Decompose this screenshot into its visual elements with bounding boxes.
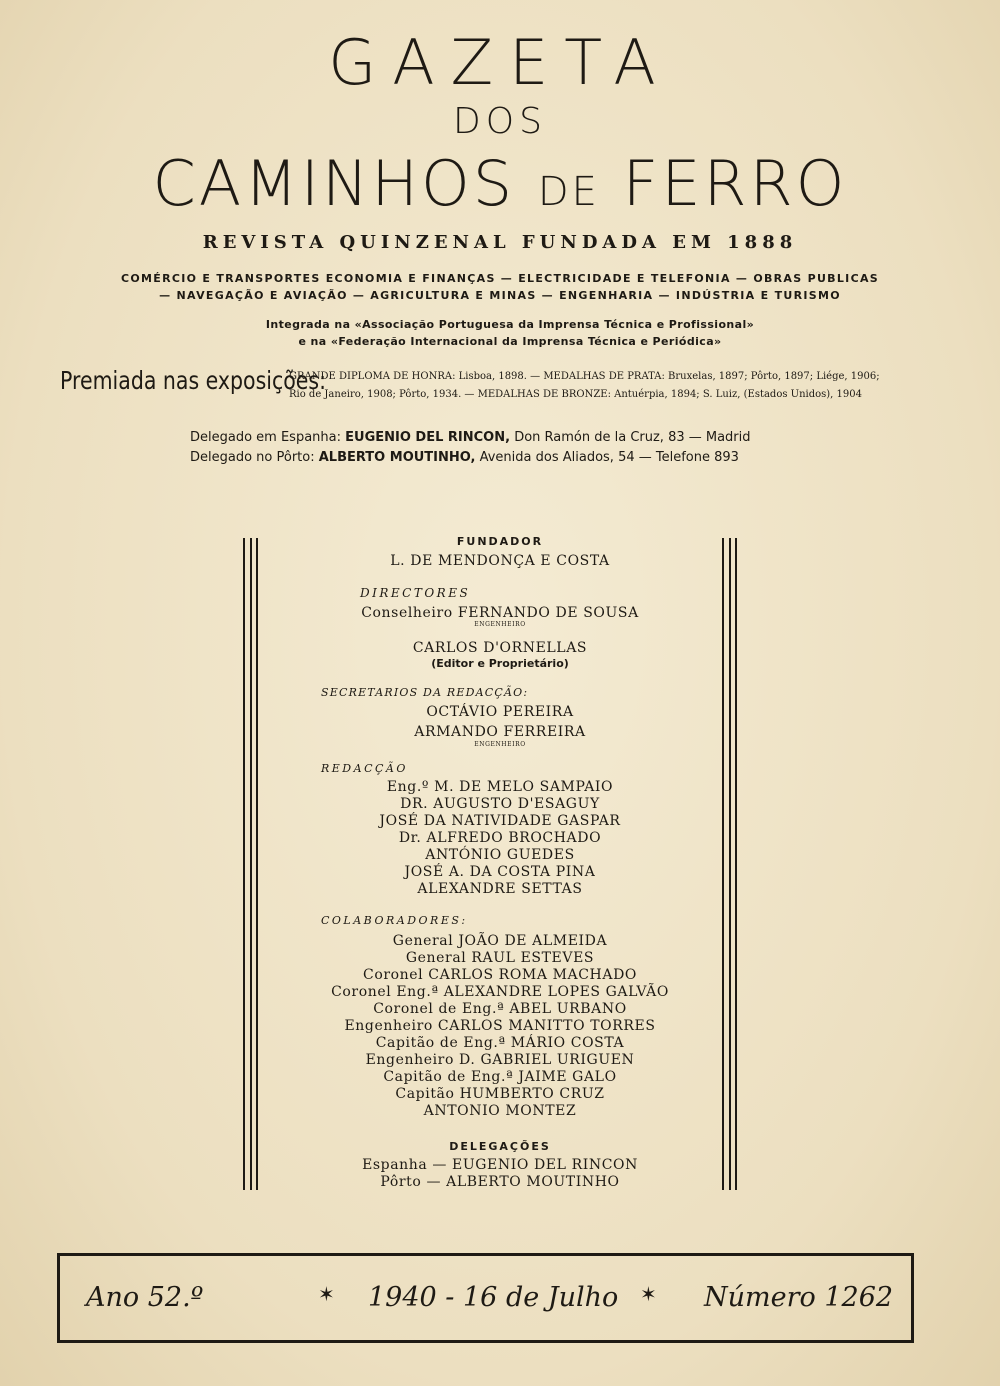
delegado-label: Delegado no Pôrto: xyxy=(190,450,315,465)
delegado-name: ALBERTO MOUTINHO, xyxy=(318,450,476,465)
masthead-title-caminhos-de-ferro xyxy=(0,148,1000,228)
list-item: Coronel Eng.ª ALEXANDRE LOPES GALVÃO xyxy=(331,984,669,1000)
topics xyxy=(110,270,890,304)
masthead-de: DE xyxy=(537,169,600,215)
list-item: Capitão HUMBERTO CRUZ xyxy=(395,1086,605,1102)
star-icon: ✶ xyxy=(640,1282,657,1306)
premiada-awards xyxy=(289,368,929,404)
list-item: General JOÃO DE ALMEIDA xyxy=(392,933,608,949)
list-item: Espanha — EUGENIO DEL RINCON xyxy=(362,1157,638,1173)
director-note: (Editor e Proprietário) xyxy=(431,657,569,670)
premiada-line: GRANDE DIPLOMA DE HONRA: Lisboa, 1898. — MEDALHAS DE PRATA: Bruxelas, 1897; Pôrto, 1897; Liége, 1906; xyxy=(289,371,880,382)
delegado-row xyxy=(190,448,751,468)
secretario-name: ARMANDO FERREIRA xyxy=(414,724,586,740)
issue-year: Ano 52.º xyxy=(86,1282,204,1313)
delegacoes-header: DELEGAÇÕES xyxy=(449,1140,551,1153)
list-item: DR. AUGUSTO D'ESAGUY xyxy=(400,796,600,812)
secretario-note: ENGENHEIRO xyxy=(474,741,526,748)
delegado-name: EUGENIO DEL RINCON, xyxy=(345,430,511,445)
integrada-note xyxy=(150,316,870,350)
list-item: JOSÉ A. DA COSTA PINA xyxy=(404,864,596,880)
delegados xyxy=(190,428,751,468)
issue-info-box xyxy=(57,1253,914,1343)
director-name: CARLOS D'ORNELLAS xyxy=(412,640,588,656)
premiada-line: Rio de Janeiro, 1908; Pôrto, 1934. — MEDALHAS DE BRONZE: Antuérpia, 1894; S. Luiz, (Estados Unidos), 1904 xyxy=(289,389,862,400)
list-item: Dr. ALFREDO BROCHADO xyxy=(398,830,602,846)
premiada-label: Premiada nas exposições: xyxy=(60,366,327,395)
list-item: Engenheiro CARLOS MANITTO TORRES xyxy=(344,1018,656,1034)
delegado-address: Avenida dos Aliados, 54 — Telefone 893 xyxy=(479,450,739,465)
divider-line xyxy=(256,538,258,1190)
integrada-line: e na «Federação Internacional da Imprensa Técnica e Periódica» xyxy=(298,335,722,348)
delegado-label: Delegado em Espanha: xyxy=(190,430,341,445)
list-item: Capitão de Eng.ª MÁRIO COSTA xyxy=(375,1035,625,1051)
list-item: ANTÓNIO GUEDES xyxy=(425,847,575,863)
director-note: ENGENHEIRO xyxy=(474,621,526,628)
masthead-ferro: FERRO xyxy=(622,147,848,220)
list-item: Capitão de Eng.ª JAIME GALO xyxy=(383,1069,617,1085)
issue-number: Número 1262 xyxy=(704,1282,894,1313)
delegado-row xyxy=(190,428,751,448)
fundador-name: L. DE MENDONÇA E COSTA xyxy=(390,553,610,569)
colaboradores-list xyxy=(260,933,740,1120)
list-item: Coronel CARLOS ROMA MACHADO xyxy=(363,967,637,983)
masthead-title-dos: DOS xyxy=(453,101,547,142)
topics-line: COMÉRCIO E TRANSPORTES ECONOMIA E FINANÇAS — ELECTRICIDADE E TELEFONIA — OBRAS PUBLICAS xyxy=(121,272,879,285)
list-item: General RAUL ESTEVES xyxy=(405,950,595,966)
secretario-name: OCTÁVIO PEREIRA xyxy=(426,704,574,720)
list-item: Pôrto — ALBERTO MOUTINHO xyxy=(380,1174,620,1190)
topics-line: — NAVEGAÇÃO E AVIAÇÃO — AGRICULTURA E MINAS — ENGENHARIA — INDÚSTRIA E TURISMO xyxy=(159,289,841,302)
issue-date: 1940 - 16 de Julho xyxy=(368,1282,619,1313)
list-item: Engenheiro D. GABRIEL URIGUEN xyxy=(365,1052,635,1068)
delegacoes-list xyxy=(260,1157,740,1191)
secretarios-header: SECRETARIOS DA REDACÇÃO: xyxy=(321,686,529,699)
delegado-address: Don Ramón de la Cruz, 83 — Madrid xyxy=(514,430,751,445)
list-item: ALEXANDRE SETTAS xyxy=(417,881,583,897)
list-item: JOSÉ DA NATIVIDADE GASPAR xyxy=(379,813,621,829)
masthead-title-gazeta: GAZETA xyxy=(328,26,672,99)
list-item: Coronel de Eng.ª ABEL URBANO xyxy=(373,1001,627,1017)
masthead-subtitle: REVISTA QUINZENAL FUNDADA EM 1888 xyxy=(202,232,798,253)
fundador-header: FUNDADOR xyxy=(456,535,544,548)
masthead-caminhos: CAMINHOS xyxy=(152,147,516,220)
colaboradores-header: COLABORADORES: xyxy=(321,914,468,927)
list-item: ANTONIO MONTEZ xyxy=(423,1103,577,1119)
integrada-line: Integrada na «Associação Portuguesa da Imprensa Técnica e Profissional» xyxy=(265,318,755,331)
redaccao-list xyxy=(260,779,740,898)
redaccao-header: REDACÇÃO xyxy=(321,762,408,775)
list-item: Eng.º M. DE MELO SAMPAIO xyxy=(386,779,614,795)
divider-line xyxy=(243,538,245,1190)
director-name: Conselheiro FERNANDO DE SOUSA xyxy=(361,605,639,621)
divider-line xyxy=(250,538,252,1190)
star-icon: ✶ xyxy=(318,1282,335,1306)
directores-header: DIRECTORES xyxy=(360,586,471,600)
